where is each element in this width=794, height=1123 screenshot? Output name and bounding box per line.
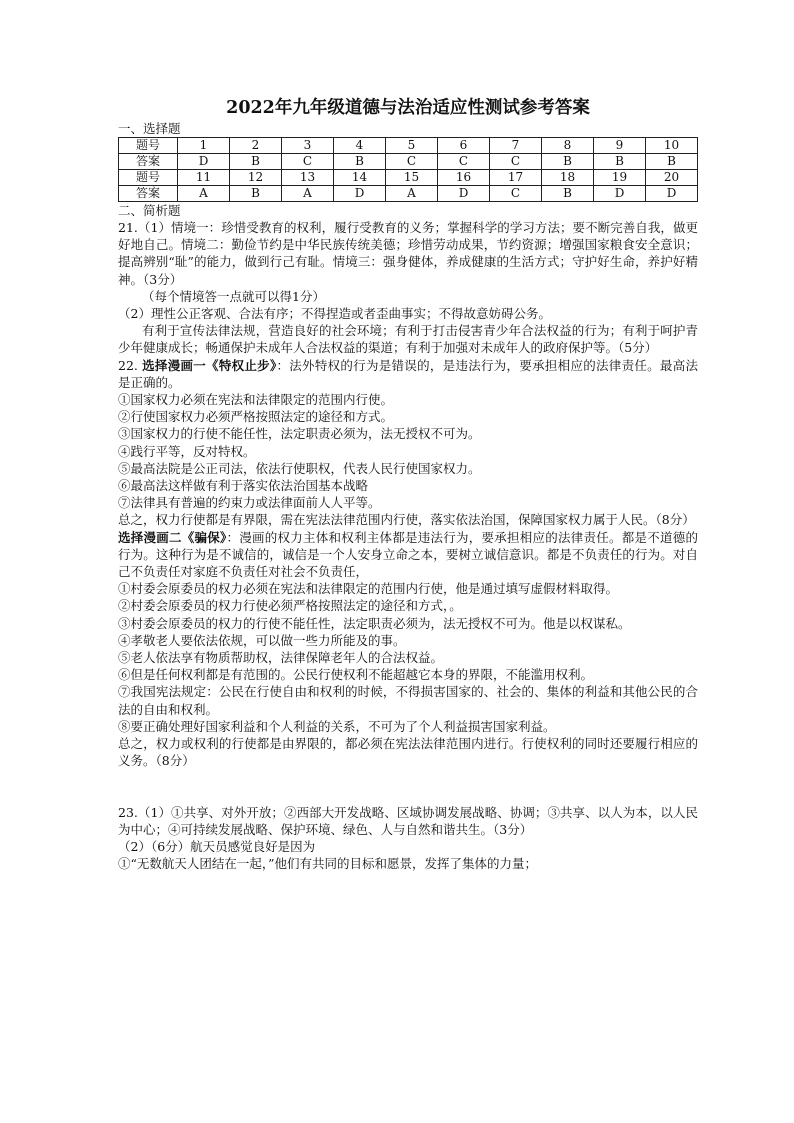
table-cell: 18 — [542, 170, 594, 186]
table-cell: 4 — [334, 138, 386, 154]
q22-number: 22. — [118, 357, 138, 373]
page-title: 2022年九年级道德与法治适应性测试参考答案 — [226, 98, 590, 118]
table-cell: 8 — [542, 138, 594, 154]
table-cell: 10 — [646, 138, 698, 154]
table-cell: 20 — [646, 170, 698, 186]
q22-summary1: 总之，权力行使都是有界限，需在宪法法律范围内行使，落实依法治国，保障国家权力属于人民。（8分） — [118, 512, 695, 528]
table-cell: A — [178, 186, 230, 202]
table-cell: B — [542, 154, 594, 170]
table-row — [119, 186, 698, 202]
table-cell: 答案 — [119, 154, 178, 170]
table-cell: 7 — [490, 138, 542, 154]
list-item: ⑧要正确处理好国家利益和个人利益的关系，不可为了个人利益损害国家利益。 — [118, 718, 556, 734]
table-row — [119, 138, 698, 154]
list-item: ⑤老人依法享有物质帮助权，法律保障老年人的合法权益。 — [118, 650, 444, 666]
q22-lead — [118, 357, 698, 391]
table-cell: D — [646, 186, 698, 202]
q23-part2: （2）（6分）航天员感觉良好是因为 — [118, 838, 316, 854]
list-item: ①国家权力必须在宪法和法律限定的范围内行使。 — [118, 392, 394, 408]
table-cell: 15 — [386, 170, 438, 186]
list-item: ③国家权力的行使不能任性，法定职责必须为，法无授权不可为。 — [118, 426, 481, 442]
q21-part2: （2）理性公正客观、合法有序；不得捏造或者歪曲事实；不得故意妨碍公务。 — [118, 306, 551, 322]
table-cell: 题号 — [119, 138, 178, 154]
table-cell: D — [334, 186, 386, 202]
table-cell: D — [594, 186, 646, 202]
q22-comic2-title: 选择漫画二《骗保》 — [118, 529, 227, 545]
table-cell: 5 — [386, 138, 438, 154]
table-cell: B — [230, 186, 282, 202]
table-cell: D — [178, 154, 230, 170]
table-cell: 2 — [230, 138, 282, 154]
list-item: ②村委会原委员的权力行使必须严格按照法定的途径和方式，。 — [118, 598, 462, 614]
table-cell: A — [386, 186, 438, 202]
list-item: ⑤最高法院是公正司法，依法行使职权，代表人民行使国家权力。 — [118, 460, 481, 476]
q22-comic2-lead — [118, 529, 698, 581]
table-cell: 19 — [594, 170, 646, 186]
table-cell: D — [438, 186, 490, 202]
table-cell: 14 — [334, 170, 386, 186]
section-analysis-heading: 二、简析题 — [118, 203, 181, 218]
q21-note: （每个情境答一点就可以得1分） — [142, 288, 325, 304]
table-cell: 16 — [438, 170, 490, 186]
list-item: ④孝敬老人要依法依规，可以做一些力所能及的事。 — [118, 632, 406, 648]
list-item: ⑦我国宪法规定：公民在行使自由和权利的时候，不得损害国家的、社会的、集体的利益和其他公民的合法的自由和权利。 — [118, 684, 698, 717]
table-cell: 17 — [490, 170, 542, 186]
list-item: ②行使国家权力必须严格按照法定的途径和方式。 — [118, 409, 394, 425]
table-cell: 6 — [438, 138, 490, 154]
table-cell: B — [646, 154, 698, 170]
q22-comic1-title: 选择漫画一《特权止步》 — [142, 357, 277, 373]
table-cell: 题号 — [119, 170, 178, 186]
table-cell: B — [542, 186, 594, 202]
list-item: ①村委会原委员的权力必须在宪法和法律限定的范围内行使，他是通过填写虚假材料取得。 — [118, 581, 619, 597]
table-cell: C — [282, 154, 334, 170]
q21-part1: 21.（1）情境一：珍惜受教育的权利，履行受教育的义务；掌握科学的学习方法；要不断完善自我，做更好地自己。情境二：勤俭节约是中华民族传统美德；珍惜劳动成果，节约资源；增强国家粮食安全意识；提高辨别“耻”的能力，做到行己有耻。情境三：强身健体，养成健康的生活方式；守护好生命，养护好精神。（3分） — [118, 220, 698, 287]
table-cell: 13 — [282, 170, 334, 186]
table-cell: 1 — [178, 138, 230, 154]
table-cell: C — [490, 154, 542, 170]
q21-part2-detail: 有利于宣传法律法规，营造良好的社会环境；有利于打击侵害青少年合法权益的行为；有利于呵护青少年健康成长；畅通保护未成年人合法权益的渠道；有利于加强对未成年人的政府保护等。（5分） — [118, 323, 698, 356]
answer-table — [118, 137, 698, 202]
list-item: ⑦法律具有普遍的约束力或法律面前人人平等。 — [118, 495, 381, 511]
q22-comic1-intro: ：法外特权的行为是错误的，是违法行为，要承担相应的法律责任。最高法是正确的。 — [118, 357, 698, 390]
q23-point1: ①“无数航天人团结在一起，”他们有共同的目标和愿景，发挥了集体的力量； — [118, 856, 538, 872]
table-cell: 11 — [178, 170, 230, 186]
table-row — [119, 154, 698, 170]
section-choice-heading: 一、选择题 — [118, 121, 181, 136]
table-cell: B — [230, 154, 282, 170]
spacer — [118, 770, 698, 804]
q22-comic2-intro: ：漫画的权力主体和权利主体都是违法行为，要承担相应的法律责任。都是不道德的行为。这种行为是不诚信的，诚信是一个人安身立命之本，要树立诚信意识。都是不负责任的行为。对自己不负责任对家庭不负责任对社会不负责任， — [118, 529, 698, 580]
table-cell: B — [594, 154, 646, 170]
q22-summary2: 总之，权力或权利的行使都是由界限的，都必须在宪法法律范围内进行。行使权利的同时还要履行相应的义务。（8分） — [118, 736, 698, 769]
table-cell: C — [490, 186, 542, 202]
table-cell: A — [282, 186, 334, 202]
answer-document — [118, 96, 698, 872]
table-cell: C — [386, 154, 438, 170]
q23-part1: 23.（1）①共享、对外开放；②西部大开发战略、区域协调发展战略、协调；③共享、以人为本，以人民为中心；④可持续发展战略、保护环境、绿色、人与自然和谐共生。（3分） — [118, 804, 698, 837]
list-item: ③村委会原委员的权力的行使不能任性，法定职责必须为，法无授权不可为。他是以权谋私。 — [118, 615, 631, 631]
table-cell: 3 — [282, 138, 334, 154]
table-cell: 12 — [230, 170, 282, 186]
list-item: ⑥最高法这样做有利于落实依法治国基本战略 — [118, 478, 369, 494]
table-row — [119, 170, 698, 186]
table-cell: 9 — [594, 138, 646, 154]
table-cell: C — [438, 154, 490, 170]
table-cell: 答案 — [119, 186, 178, 202]
table-cell: B — [334, 154, 386, 170]
list-item: ⑥但是任何权利都是有范围的。公民行使权利不能超越它本身的界限，不能滥用权利。 — [118, 667, 594, 683]
list-item: ④践行平等，反对特权。 — [118, 443, 256, 459]
